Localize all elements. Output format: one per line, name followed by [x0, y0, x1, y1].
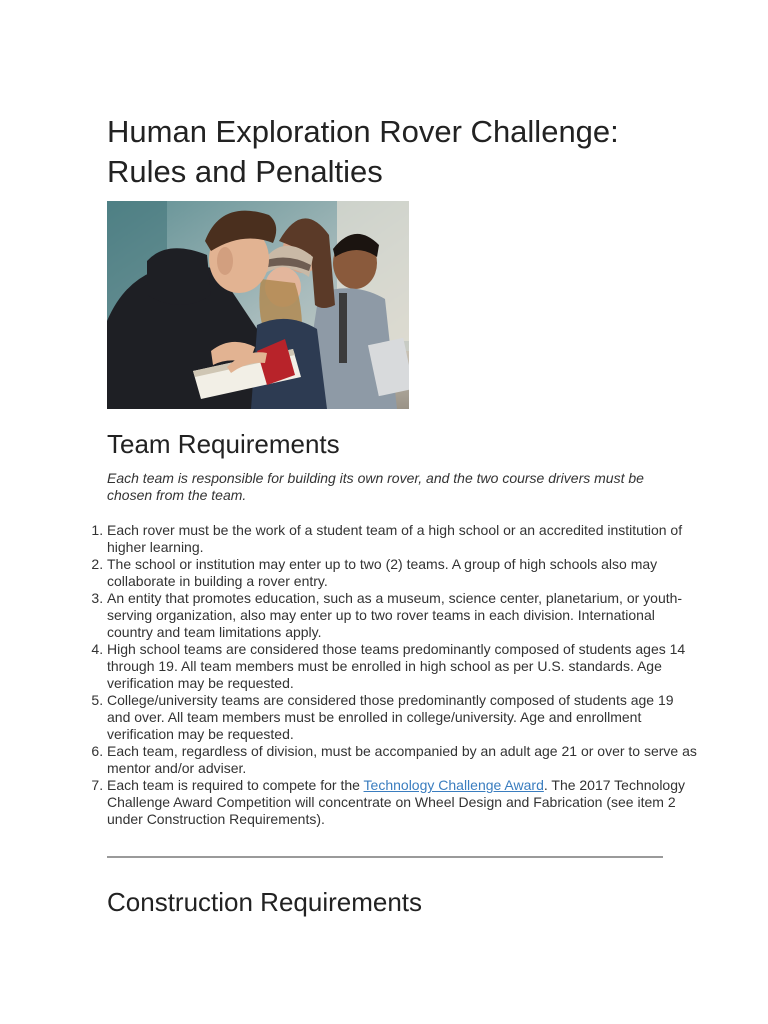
team-requirements-heading: Team Requirements [107, 429, 340, 459]
list-item: 3. An entity that promotes education, such as a museum, science center, planetarium, or youth-serving organization, also may enter up to two rover teams in each division. International country and team limitations apply. [107, 590, 697, 641]
students-photo [107, 201, 409, 409]
team-requirements-intro: Each team is responsible for building its own rover, and the two course drivers must be chosen from the team. [107, 470, 644, 503]
list-item: 6. Each team, regardless of division, must be accompanied by an adult age 21 or over to serve as mentor and/or adviser. [107, 743, 697, 777]
rule7-text-after: . The 2017 Technology Challenge Award Competition will concentrate on Wheel Design and Fabrication (see item 2 under Construction Requirements). [107, 777, 686, 827]
list-item: 4. High school teams are considered those teams predominantly composed of students ages 14 through 19. All team members must be enrolled in high school as per U.S. standards. Age verification may be requested. [107, 641, 697, 692]
rule7-text-before: Each team is required to compete for the [107, 777, 364, 793]
list-item: 2. The school or institution may enter up to two (2) teams. A group of high schools also may collaborate in building a rover entry. [107, 556, 697, 590]
construction-requirements-heading: Construction Requirements [107, 887, 423, 917]
page-title: Human Exploration Rover Challenge: Rules and Penalties [107, 114, 619, 189]
team-rules-list [77, 522, 697, 828]
list-item: 1. Each rover must be the work of a student team of a high school or an accredited institution of higher learning. [107, 522, 697, 556]
technology-challenge-award-link[interactable]: Technology Challenge Award [363, 777, 544, 793]
section-divider [107, 856, 663, 858]
list-item: 5. College/university teams are considered those predominantly composed of students age 19 and over. All team members must be enrolled in college/university. Age and enrollment verification may be requested. [107, 692, 697, 743]
list-item [107, 777, 697, 828]
